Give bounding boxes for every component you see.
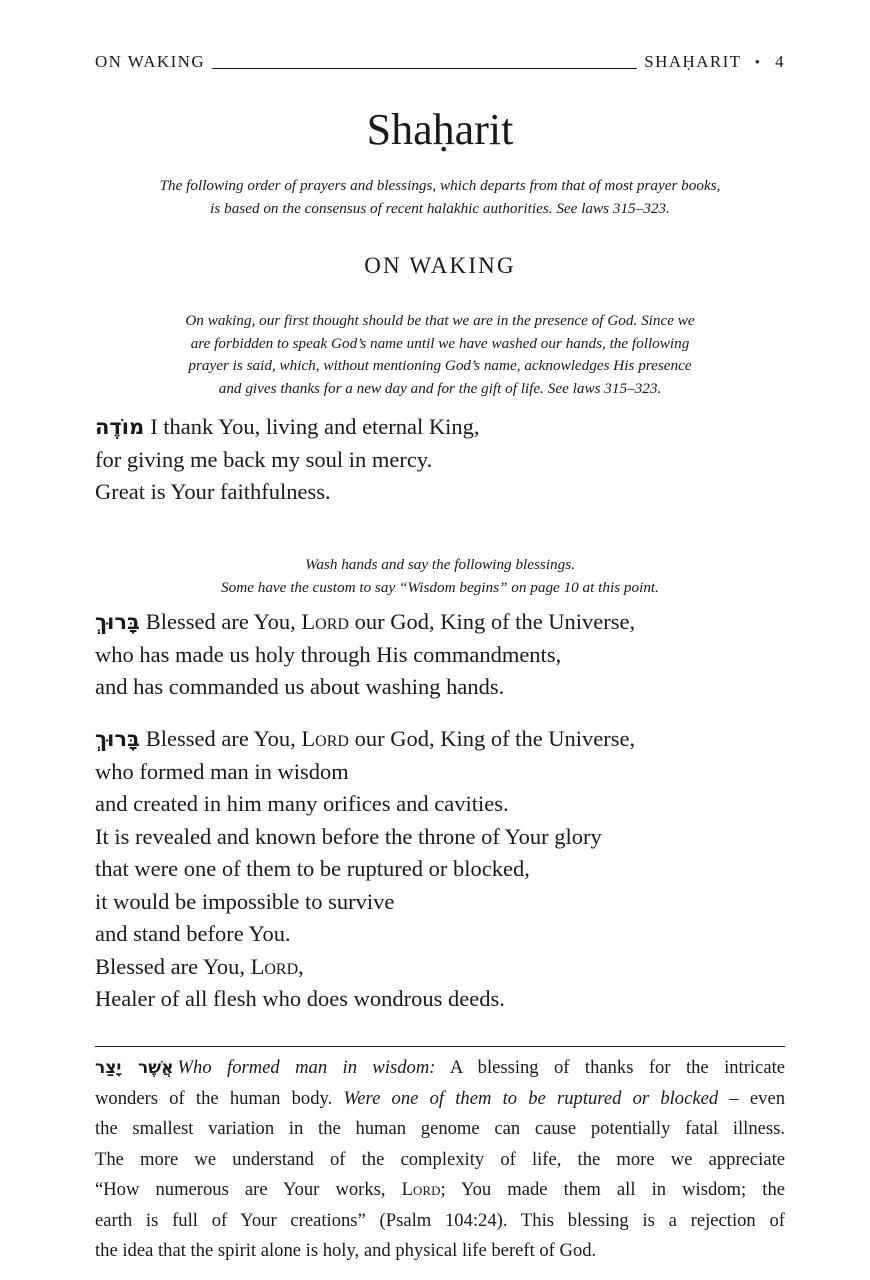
prayer-text: I thank You, living and eternal King,	[150, 414, 480, 439]
instruction-line: Some have the custom to say “Wisdom begins” on page 10 at this point.	[221, 578, 659, 596]
prayer-text: ,	[298, 953, 304, 979]
footnote-text: wonders of the human body.	[95, 1087, 333, 1109]
footnote-rule	[95, 1046, 785, 1047]
commentary-footnote	[95, 1053, 785, 1267]
hebrew-incipit: בָּרוּךְ	[95, 727, 140, 751]
running-header-title	[644, 52, 785, 72]
footnote-line: The more we understand of the complexity of life, the more we appreciate	[95, 1148, 785, 1170]
lord-small-caps: Lord	[301, 726, 349, 751]
prayer-line: It is revealed and known before the throne of Your glory	[95, 823, 602, 849]
running-header-section: ON WAKING	[95, 52, 206, 71]
instruction-line: Wash hands and say the following blessings.	[305, 556, 575, 573]
lord-small-caps: Lord	[250, 953, 299, 979]
running-header-book-title: SHAḤARIT	[644, 52, 742, 71]
prayer-line: Healer of all flesh who does wondrous deeds.	[95, 986, 505, 1011]
prayer-line: and created in him many orifices and cavities.	[95, 791, 509, 816]
footnote-lemma: Who formed man in wisdom:	[177, 1057, 436, 1078]
footnote-text: A blessing of thanks for the intricate	[449, 1057, 785, 1078]
bullet-separator: •	[754, 55, 762, 71]
instruction-line: prayer is said, which, without mentioning God’s name, acknowledges His presence	[188, 357, 692, 374]
section-heading: ON WAKING	[364, 253, 516, 278]
prayer-text: Blessed are You,	[95, 953, 245, 979]
intro-note	[95, 174, 785, 220]
footnote-line	[95, 1053, 785, 1084]
page-title: Shaḥarit	[366, 105, 514, 154]
prayer-line	[95, 411, 785, 444]
hebrew-incipit: מוֹדֶה	[95, 415, 145, 439]
prayer-text: our God, King of the Universe,	[354, 726, 636, 751]
prayer-text: Blessed are You,	[145, 726, 296, 751]
prayer-line: for giving me back my soul in mercy.	[95, 446, 433, 472]
footnote-text: “How numerous are Your works,	[95, 1179, 386, 1200]
asher-yatzar-blessing	[95, 723, 785, 1016]
footnote-line	[95, 1175, 785, 1206]
running-header	[95, 50, 785, 74]
footnote-quote: Were one of them to be ruptured or blocked	[343, 1087, 719, 1109]
prayer-line: it would be impossible to survive	[95, 888, 395, 914]
lord-small-caps: Lord	[401, 1179, 441, 1200]
waking-instruction	[95, 310, 785, 400]
instruction-line: and gives thanks for a new day and for the gift of life. See laws 315–323.	[218, 379, 662, 397]
footnote-line: the smallest variation in the human genome can cause potentially fatal illness.	[95, 1118, 785, 1139]
footnote-text: – even	[729, 1087, 785, 1109]
handwashing-instruction	[95, 554, 785, 599]
footnote-line: earth is full of Your creations” (Psalm 104:24). This blessing is a rejection of	[95, 1209, 785, 1231]
prayer-text: our God, King of the Universe,	[354, 609, 636, 634]
footnote-text: ; You made them all in wisdom; the	[440, 1179, 785, 1200]
prayer-text: Blessed are You,	[145, 609, 296, 634]
prayer-line	[95, 723, 785, 756]
hebrew-lemma: אֲשֶׁר יָצַר	[95, 1058, 174, 1078]
prayer-line: that were one of them to be ruptured or blocked,	[95, 856, 530, 881]
header-rule	[212, 68, 637, 69]
instruction-line: are forbidden to speak God’s name until we have washed our hands, the following	[190, 334, 690, 352]
intro-line: is based on the consensus of recent halakhic authorities. See laws 315–323.	[210, 200, 670, 217]
prayer-line: and has commanded us about washing hands.	[95, 674, 505, 699]
modeh-ani-prayer	[95, 411, 785, 509]
prayer-line: and stand before You.	[95, 921, 291, 946]
instruction-line: On waking, our first thought should be that we are in the presence of God. Since we	[185, 312, 695, 329]
prayer-line	[95, 951, 785, 984]
prayer-line: Great is Your faithfulness.	[95, 479, 331, 504]
footnote-line	[95, 1084, 785, 1115]
footnote-line: the idea that the spirit alone is holy, and physical life bereft of God.	[95, 1240, 597, 1261]
prayer-line: who formed man in wisdom	[95, 758, 349, 784]
prayer-line: who has made us holy through His commandments,	[95, 641, 562, 667]
page-number: 4	[775, 52, 785, 71]
lord-small-caps: Lord	[301, 609, 349, 634]
prayer-line	[95, 606, 785, 639]
intro-line: The following order of prayers and blessings, which departs from that of most prayer books,	[159, 177, 721, 194]
handwashing-blessing	[95, 606, 785, 704]
hebrew-incipit: בָּרוּךְ	[95, 610, 140, 634]
